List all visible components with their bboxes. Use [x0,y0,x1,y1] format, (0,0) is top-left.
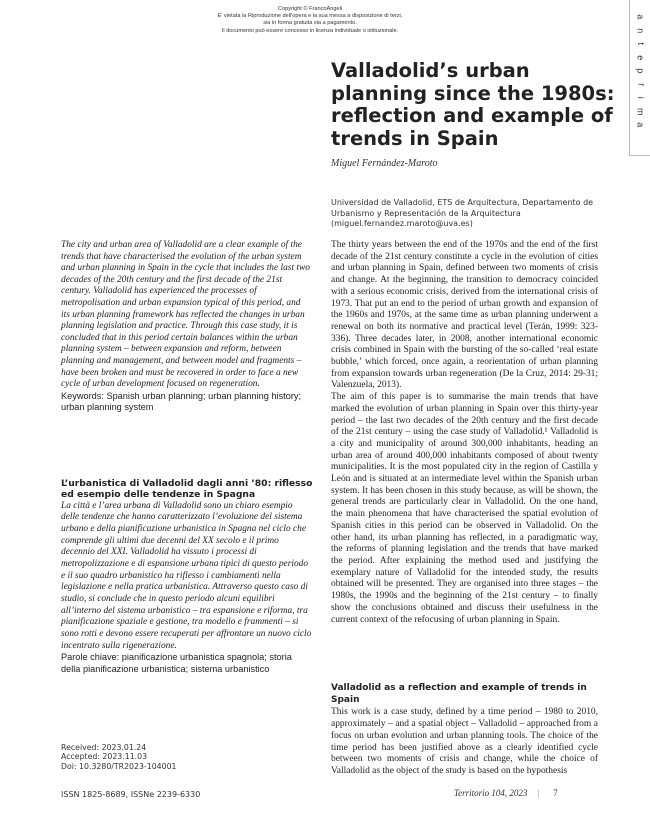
abstract-text: The city and urban area of Valladolid are a clear example of the trends that have characterised the evolution of the urban system and urban planning in Spain in the cycle that includes the last two decades of the 20th century and the first decade of the 21st century. Valladolid has experienced the processes of metropolisation and urban expansion typical of this period, and its urban planning framework has reflected the changes in urban planning legislation and practice. Through this case study, it is concluded that in this period certain balances within the urban planning system – between expansion and reform, between planning and management, and between model and fragments – have been broken and must be recovered in order to face a new cycle of urban development focused on regeneration. [61,240,310,390]
copyright-line: Il documento può essere concesso in licenza individuale o istituzionale. [221,27,399,34]
body-paragraph: The thirty years between the end of the 1970s and the end of the first decade of the 21st century constitute a cycle in the evolution of cities and urban planning in Spain, defined between two moments of crisis and change. At the beginning, the transition to democracy coincided with a serious economic crisis, derived from the international crisis of 1973. That put an end to the period of urban growth and expansion of the 1960s and 1970s, at the same time as urban planning underwent a renewal on both its normative and practical level (Terán, 1999: 323-336). Three decades later, in 2008, another international economic crisis combined in Spain with the bursting of the so-called ‘real estate bubble,’ which forced, once again, a reorientation of urban planning from expansion towards urban regeneration (De la Cruz, 2014: 29-31; Valenzuela, 2013). [331,240,598,391]
side-tab-letter: i [635,96,646,99]
article-dates [61,743,177,771]
side-tab-letter: t [635,42,646,46]
side-tab-letter: e [635,54,646,60]
footer-separator: | [537,788,540,798]
side-tab-letter: m [635,107,646,115]
body-introduction [331,240,598,626]
keywords-italian: Parole chiave: pianificazione urbanistica spagnola; storia della pianificazione urbanistica; sistema urbanistico [61,652,292,674]
section-paragraph: This work is a case study, defined by a time period – 1980 to 2010, approximately – and a spatial object – Valladolid – approached from a focus on urban evolution and urban planning tools. The choice of the time period has been justified above as a clearly identified cycle between two moments of crisis and change, while the choice of Valladolid as the object of the study is based on the hypothesis [331,707,598,776]
copyright-notice [150,6,470,35]
side-tab-letter: a [635,122,646,128]
keywords: Keywords: Spanish urban planning; urban planning history; urban planning system [61,390,302,413]
footer-journal [454,788,558,798]
side-tab-letter: r [635,82,646,86]
side-tab-letter: a [635,14,646,20]
side-tab-letter: p [635,68,646,74]
page-number: 7 [553,788,558,798]
doi: Doi: 10.3280/TR2023-104001 [61,761,177,771]
body-section [331,683,598,778]
accepted-date: Accepted: 2023.11.03 [61,752,148,762]
abstract-italian-text: La città e l’area urbana di Valladolid sono un chiaro esempio delle tendenze che hanno caratterizzato l’evoluzione del sistema urbano e della pianificazione urbanistica in Spagna nel ciclo che comprende gli ultimi due decenni del XX secolo e il primo decennio del XXI. Valladolid ha vissuto i processi di metropolizzazione e di espansione urbana tipici di questo periodo e il suo quadro urbanistico ha riflesso i cambiamenti nella legislazione e nella pratica urbanistica. Attraverso questo caso di studio, si conclude che in questo periodo alcuni equilibri all’interno del sistema urbanistico – tra espansione e riforma, tra pianificazione spaziale e gestione, tra modello e frammenti – si sono rotti e devono essere recuperati per affrontare un nuovo ciclo incentrato sulla rigenerazione. [61,500,312,651]
copyright-line: Copyright © FrancoAngeli [277,6,343,12]
abstract-italian-heading: L’urbanistica di Valladolid dagli anni ’80: riflesso ed esempio delle tendenze in Spagna [61,478,313,501]
article-author: Miguel Fernández-Maroto [331,158,438,169]
side-tab-letter: n [635,27,646,33]
footer-issn: ISSN 1825-8689, ISSNe 2239-6330 [61,790,201,799]
received-date: Received: 2023.01.24 [61,743,147,752]
copyright-line: E' vietata la Riproduzione dell'opera e la sua messa a disposizione di terzi, [217,13,403,20]
author-affiliation: Universidad de Valladolid, ETS de Arquitectura, Departamento de Urbanismo y Representación de la Arquitectura (miguel.fernandez.maroto@uva.es) [331,198,594,228]
body-paragraph: The aim of this paper is to summarise the main trends that have marked the evolution of urban planning in Spain over this thirty-year period – the last two decades of the 20th century and the first decade of the 21st century – using the case study of Valladolid.¹ Valladolid is a city and municipality of around 300,000 inhabitants, heading an urban area of around 400,000 inhabitants composed of about twenty municipalities. It is the most populated city in the region of Castilla y León and is situated at an intermediate level within the Spanish urban system. It has been chosen in this study because, as will be shown, the general trends are particularly clear in Valladolid. On the one hand, the main phenomena that have characterised the spatial evolution of Spanish cities in this period can be observed in Valladolid. On the other hand, its urban planning has reflected, in a paradigmatic way, the reforms of planning legislation and the trends that have marked the period. After explaining the method used and justifying the exemplary nature of Valladolid for the intended study, the results obtained will be presented. They are organised into three stages – the 1980s, the 1990s and the beginning of the 21st century – to finally show the conclusions obtained and discuss their usefulness in the current context of the refocusing of urban planning in Spain. [331,392,598,625]
article-title: Valladolid’s urban planning since the 1980s: reflection and example of trends in Spain [331,59,615,150]
abstract-english [61,240,311,414]
copyright-line: sia in forma gratuita sia a pagamento. [263,20,357,27]
journal-name: Territorio 104, 2023 [454,788,528,798]
abstract-italian [61,478,313,675]
section-heading: Valladolid as a reflection and example of trends in Spain [331,683,587,705]
anteprima-side-tab [629,0,650,156]
